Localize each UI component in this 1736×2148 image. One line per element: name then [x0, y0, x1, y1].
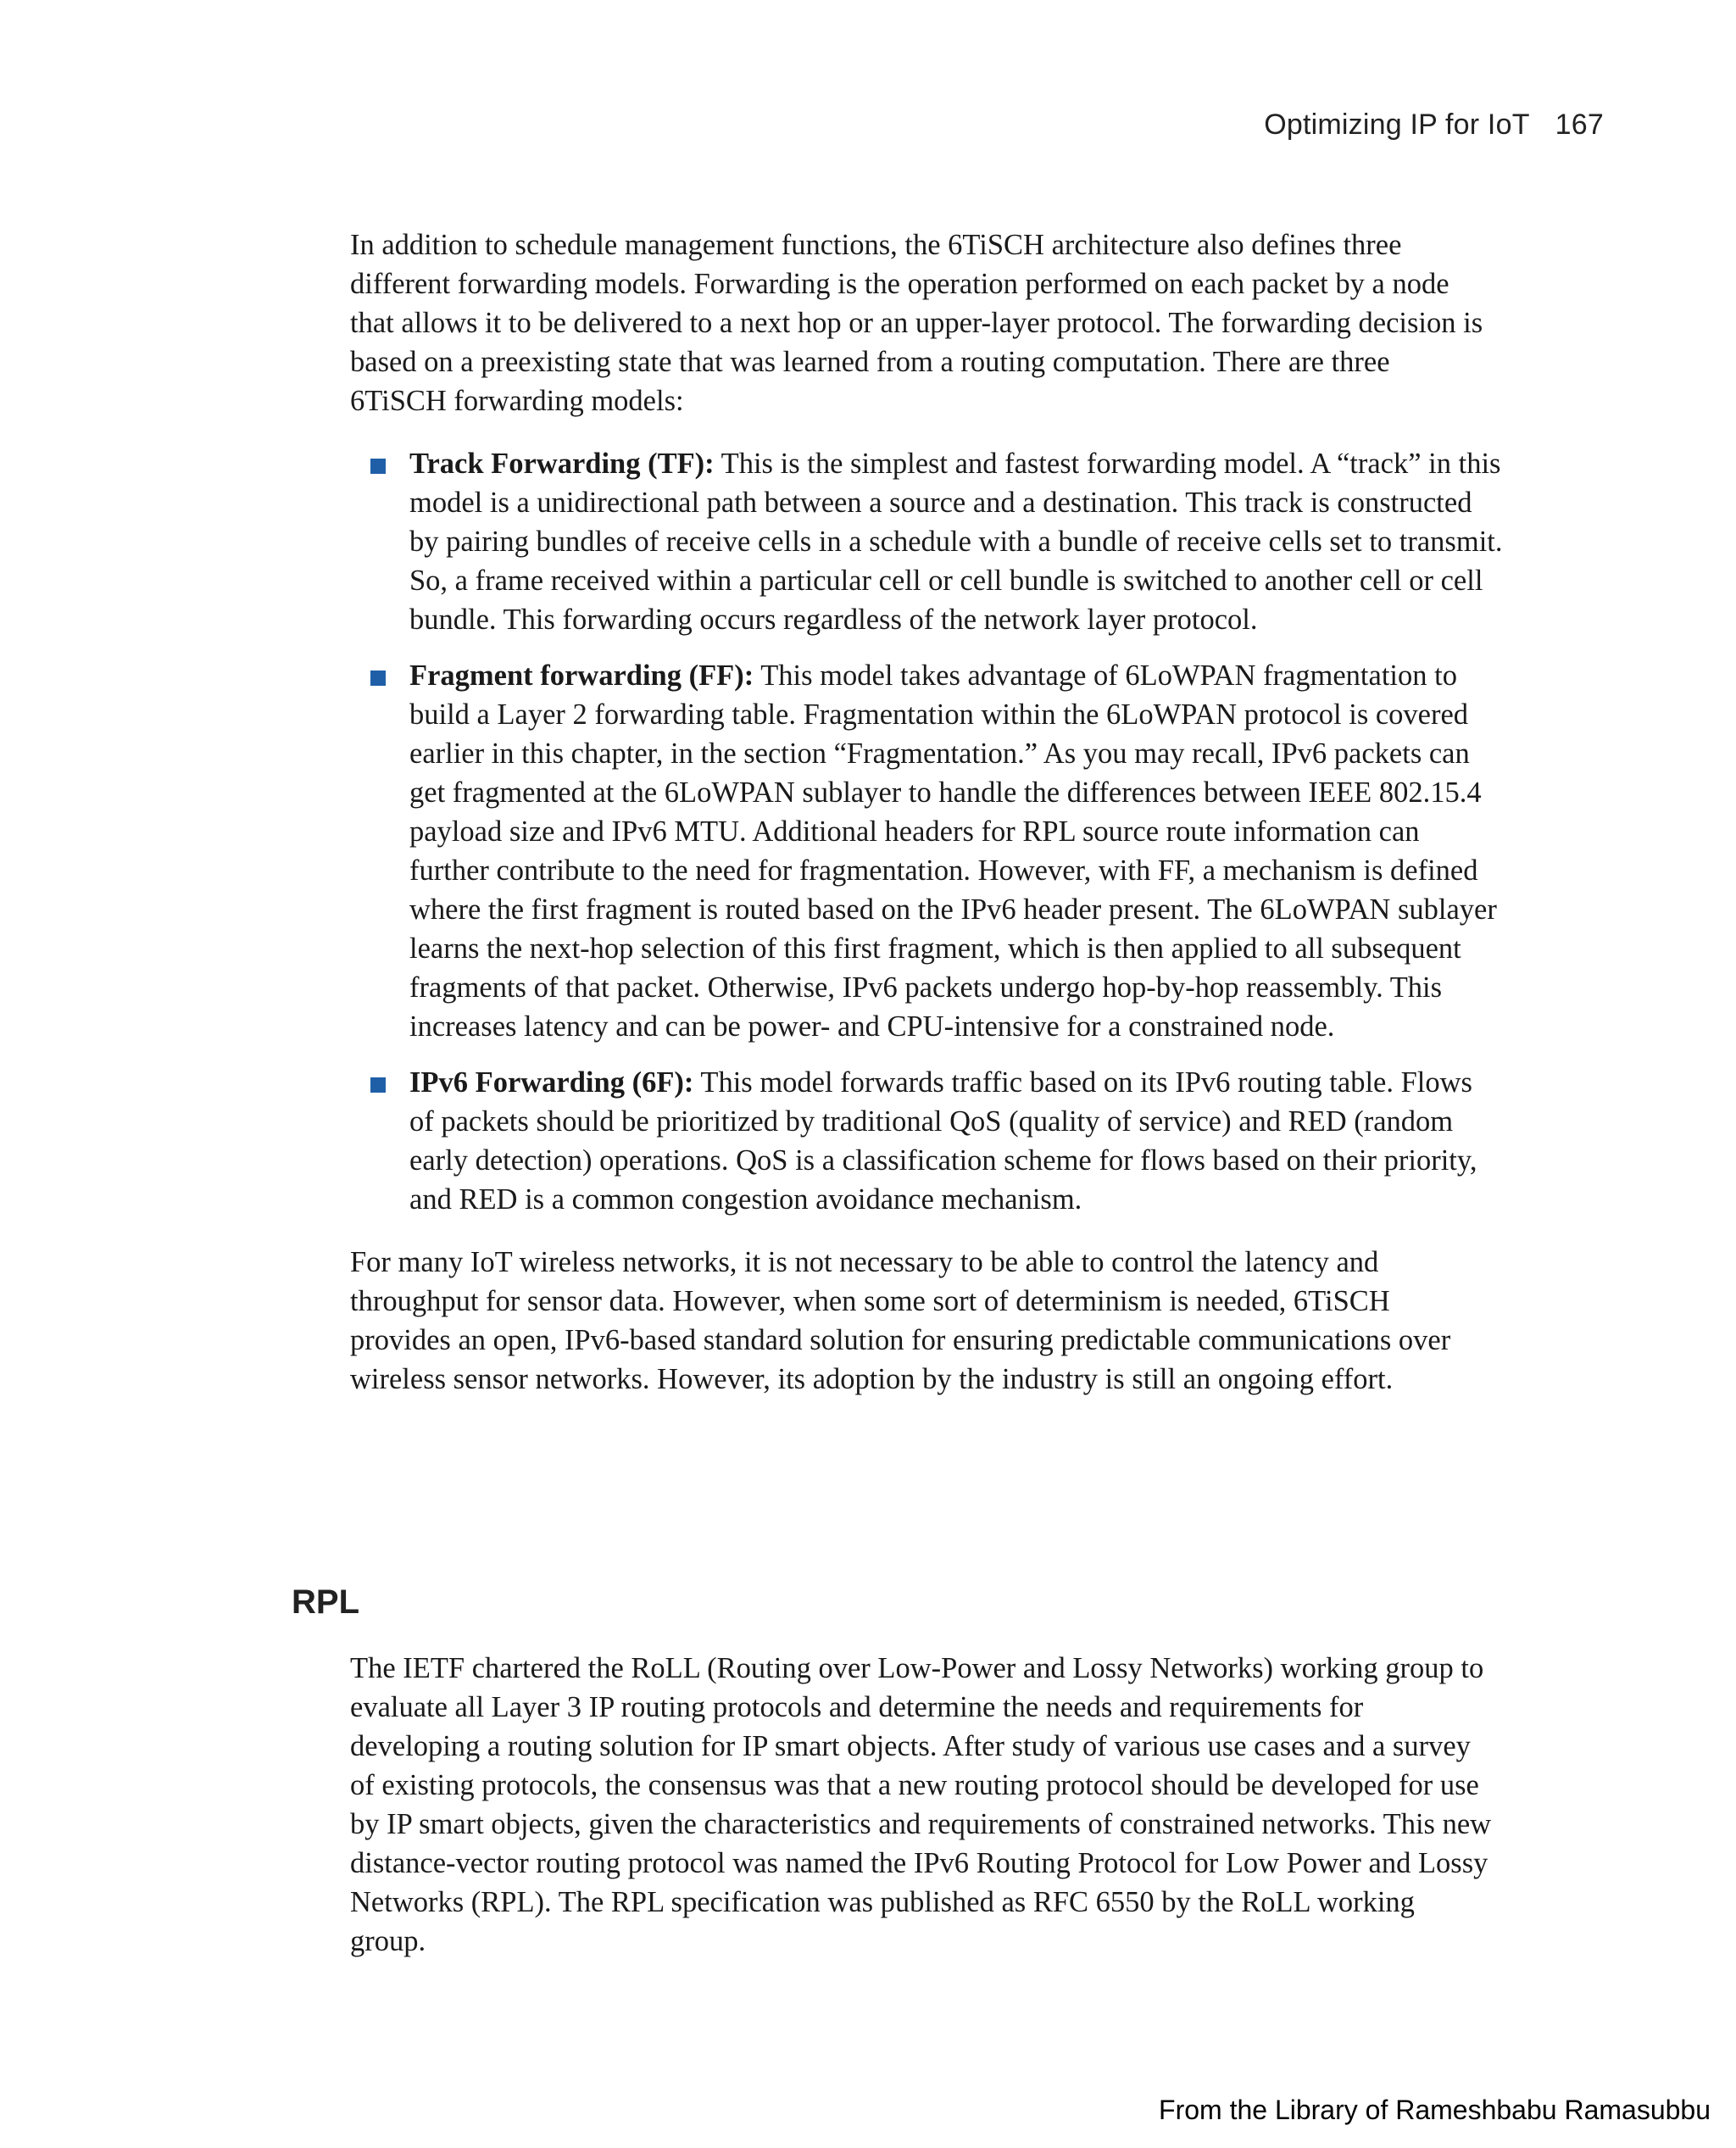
- running-header: [1264, 109, 1604, 142]
- section-heading: RPL: [292, 1583, 359, 1621]
- running-title: Optimizing IP for IoT: [1264, 109, 1530, 141]
- main-content: [350, 225, 1503, 1399]
- bullet-text: This model takes advantage of 6LoWPAN fragmentation to build a Layer 2 forwarding table. Fragmentation within the 6LoWPAN protocol is covered earlier in this chapter, in the section “Fragmentation.” As you may recall, IPv6 packets can get fragmented at the 6LoWPAN sublayer to handle the differences between IEEE 802.15.4 payload size and IPv6 MTU. Additional headers for RPL source route information can further contribute to the need for fragmentation. However, with FF, a mechanism is defined where the first fragment is routed based on the IPv6 header present. The 6LoWPAN sublayer learns the next-hop selection of this first fragment, which is then applied to all subsequent fragments of that packet. Otherwise, IPv6 packets undergo hop-by-hop reassembly. This increases latency and can be power- and CPU-intensive for a constrained node.: [409, 659, 1497, 1043]
- intro-paragraph: In addition to schedule management functions, the 6TiSCH architecture also defines three different forwarding models. Forwarding is the operation performed on each packet by a node that allows it to be delivered to a next hop or an upper-layer protocol. The forwarding decision is based on a preexisting state that was learned from a routing computation. There are three 6TiSCH forwarding models:: [350, 229, 1483, 417]
- list-item-fragment-forwarding: [350, 656, 1503, 1046]
- bullet-term: Track Forwarding (TF):: [409, 448, 715, 480]
- footer-watermark: From the Library of Rameshbabu Ramasubbu: [1159, 2095, 1711, 2125]
- page-number: 167: [1555, 109, 1604, 141]
- list-item-track-forwarding: [350, 444, 1503, 639]
- square-bullet-icon: [370, 671, 386, 686]
- forwarding-models-list: [350, 444, 1503, 1219]
- bullet-term: Fragment forwarding (FF):: [409, 659, 754, 692]
- bullet-text: This model forwards traffic based on its IPv6 routing table. Flows of packets should be prioritized by traditional QoS (quality of service) and RED (random early detection) operations. QoS is a classification scheme for flows based on their priority, and RED is a common congestion avoidance mechanism.: [409, 1066, 1477, 1216]
- square-bullet-icon: [370, 459, 386, 474]
- bullet-term: IPv6 Forwarding (6F):: [409, 1066, 694, 1099]
- section-body-paragraph: The IETF chartered the RoLL (Routing over Low-Power and Lossy Networks) working group to evaluate all Layer 3 IP routing protocols and determine the needs and requirements for developing a routing solution for IP smart objects. After study of various use cases and a survey of existing protocols, the consensus was that a new routing protocol should be developed for use by IP smart objects, given the characteristics and requirements of constrained networks. This new distance-vector routing protocol was named the IPv6 Routing Protocol for Low Power and Lossy Networks (RPL). The RPL specification was published as RFC 6550 by the RoLL working group.: [350, 1652, 1492, 1957]
- closing-paragraph: For many IoT wireless networks, it is not necessary to be able to control the latency and throughput for sensor data. However, when some sort of determinism is needed, 6TiSCH provides an open, IPv6-based standard solution for ensuring predictable communications over wireless sensor networks. However, its adoption by the industry is still an ongoing effort.: [350, 1246, 1451, 1395]
- list-item-ipv6-forwarding: [350, 1063, 1503, 1219]
- square-bullet-icon: [370, 1077, 386, 1093]
- bullet-text: This is the simplest and fastest forwarding model. A “track” in this model is a unidirectional path between a source and a destination. This track is constructed by pairing bundles of receive cells in a schedule with a bundle of receive cells set to transmit. So, a frame received within a particular cell or cell bundle is switched to another cell or cell bundle. This forwarding occurs regardless of the network layer protocol.: [409, 448, 1503, 636]
